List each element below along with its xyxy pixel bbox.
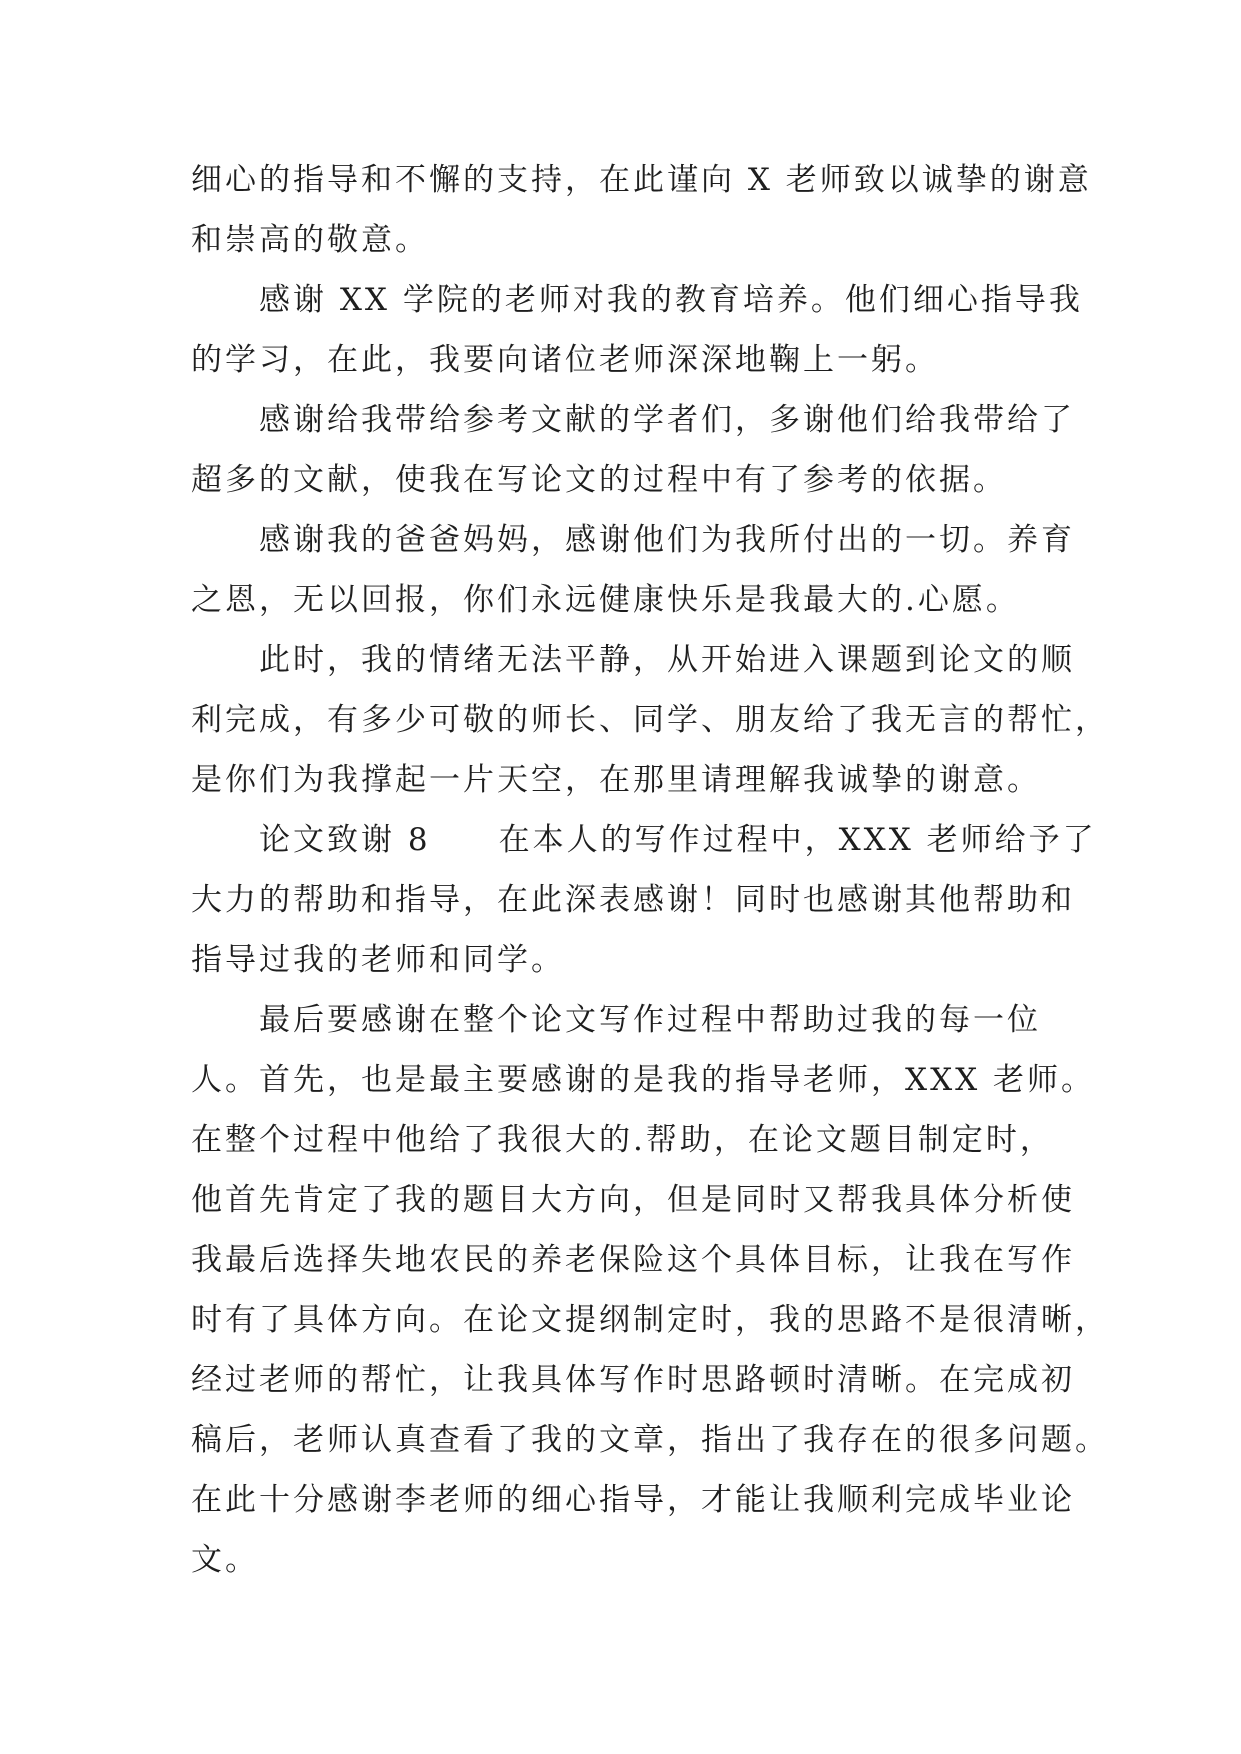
text-line: 感谢给我带给参考文献的学者们，多谢他们给我带给了	[191, 402, 1075, 438]
text-line: 在此十分感谢李老师的细心指导，才能让我顺利完成毕业论	[191, 1482, 1075, 1518]
text-line: 最后要感谢在整个论文写作过程中帮助过我的每一位	[191, 1002, 1041, 1038]
text-line: 和崇高的敬意。	[191, 222, 429, 258]
text-line: 在整个过程中他给了我很大的.帮助，在论文题目制定时，	[191, 1122, 1054, 1158]
text-line: 利完成，有多少可敬的师长、同学、朋友给了我无言的帮忙，	[191, 702, 1109, 738]
text-line: 是你们为我撑起一片天空，在那里请理解我诚挚的谢意。	[191, 762, 1041, 798]
text-line: 感谢 XX 学院的老师对我的教育培养。他们细心指导我	[191, 282, 1083, 318]
text-line: 他首先肯定了我的题目大方向，但是同时又帮我具体分析使	[191, 1182, 1075, 1218]
text-line: 之恩，无以回报，你们永远健康快乐是我最大的.心愿。	[191, 582, 1020, 618]
text-line: 指导过我的老师和同学。	[191, 942, 565, 978]
text-line: 文。	[191, 1542, 259, 1578]
text-line: 超多的文献，使我在写论文的过程中有了参考的依据。	[191, 462, 1007, 498]
text-line: 稿后，老师认真查看了我的文章，指出了我存在的很多问题。	[191, 1422, 1109, 1458]
text-line: 大力的帮助和指导，在此深表感谢！同时也感谢其他帮助和	[191, 882, 1075, 918]
text-line: 细心的指导和不懈的支持，在此谨向 X 老师致以诚挚的谢意	[191, 162, 1092, 198]
text-line: 此时，我的情绪无法平静，从开始进入课题到论文的顺	[191, 642, 1075, 678]
text-line: 的学习，在此，我要向诸位老师深深地鞠上一躬。	[191, 342, 939, 378]
text-line: 论文致谢 8 在本人的写作过程中，XXX 老师给予了	[191, 822, 1097, 858]
text-line: 我最后选择失地农民的养老保险这个具体目标，让我在写作	[191, 1242, 1075, 1278]
text-line: 人。首先，也是最主要感谢的是我的指导老师，XXX 老师。	[191, 1062, 1096, 1098]
document-body	[191, 150, 1109, 1590]
text-line: 时有了具体方向。在论文提纲制定时，我的思路不是很清晰，	[191, 1302, 1109, 1338]
text-line: 感谢我的爸爸妈妈，感谢他们为我所付出的一切。养育	[191, 522, 1075, 558]
text-line: 经过老师的帮忙，让我具体写作时思路顿时清晰。在完成初	[191, 1362, 1075, 1398]
